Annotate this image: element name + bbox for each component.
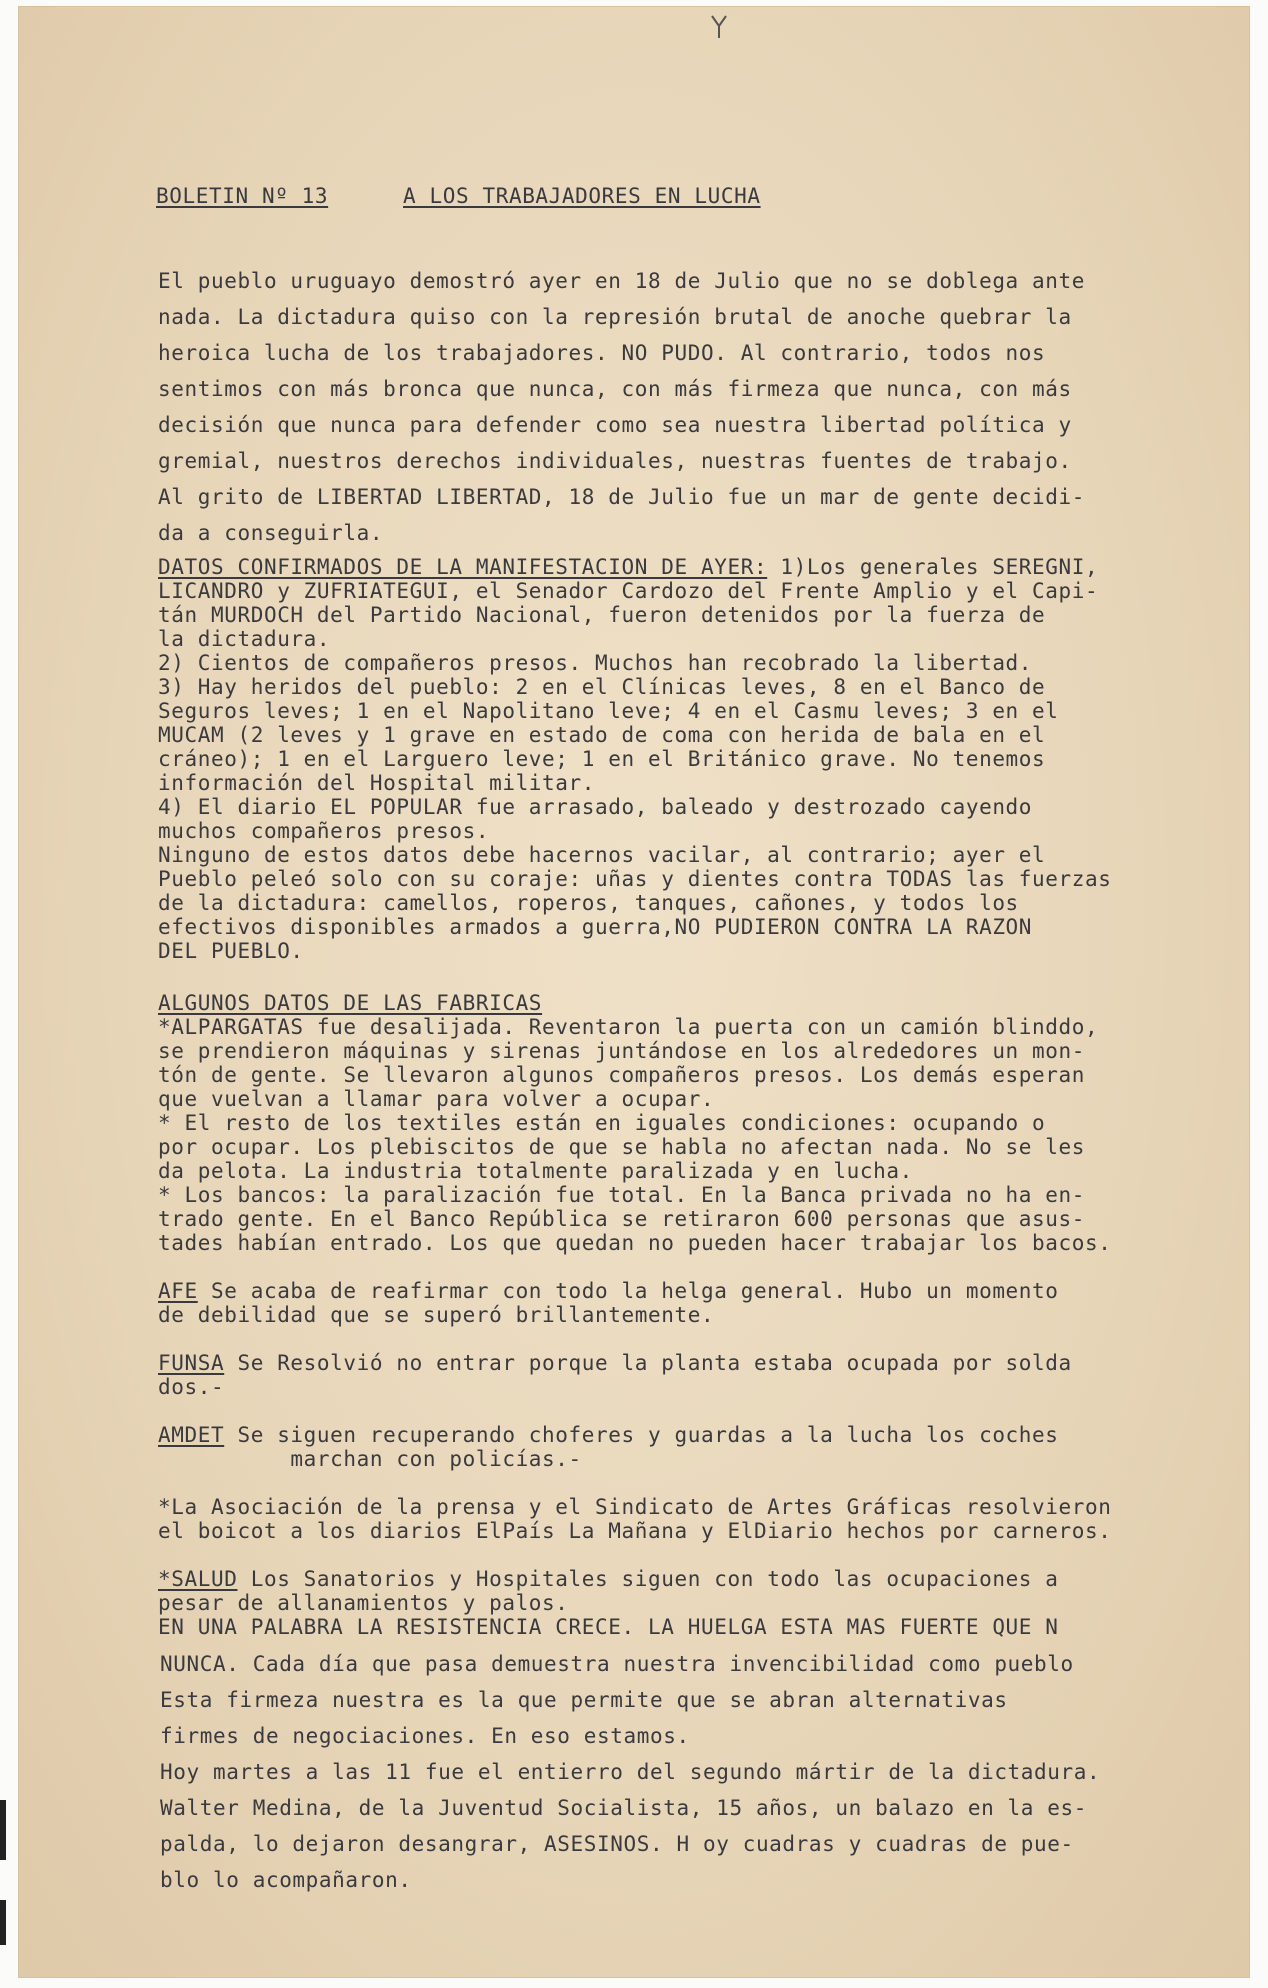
section-line: se prendieron máquinas y sirenas juntándose en los alrededores un mon- (158, 1039, 1086, 1063)
section-line: Ninguno de estos datos debe hacernos vacilar, al contrario; ayer el (158, 843, 1046, 867)
paragraph-line: Esta firmeza nuestra es la que permite que se abran alternativas (160, 1688, 1008, 1712)
section-line: 4) El diario EL POPULAR fue arrasado, baleado y destrozado cayendo (158, 795, 1033, 819)
entry-text: Se siguen recuperando choferes y guardas a la lucha los coches (224, 1423, 1059, 1447)
section-line: Pueblo peleó solo con su coraje: uñas y dientes contra TODAS las fuerzas (158, 867, 1112, 891)
typewritten-bulletin-page (18, 6, 1250, 1978)
section-line: LICANDRO y ZUFRIATEGUI, el Senador Cardozo del Frente Amplio y el Capi- (158, 579, 1099, 603)
paragraph-line: sentimos con más bronca que nunca, con más firmeza que nunca, con más (158, 377, 1072, 401)
paragraph-line: heroica lucha de los trabajadores. NO PUDO. Al contrario, todos nos (158, 341, 1046, 365)
section-line: DEL PUEBLO. (158, 939, 304, 963)
section-line: 3) Hay heridos del pueblo: 2 en el Clínicas leves, 8 en el Banco de (158, 675, 1046, 699)
paragraph-line: palda, lo dejaron desangrar, ASESINOS. H oy cuadras y cuadras de pue- (160, 1832, 1074, 1856)
paragraph-line: nada. La dictadura quiso con la represión brutal de anoche quebrar la (158, 305, 1072, 329)
entry-line: dos.- (158, 1375, 225, 1399)
entry-line (158, 1279, 1059, 1303)
section-first-line (158, 555, 1098, 579)
section-line: Seguros leves; 1 en el Napolitano leve; 4 en el Casmu leves; 3 en el (158, 699, 1059, 723)
section-heading: DATOS CONFIRMADOS DE LA MANIFESTACION DE AYER: (158, 555, 768, 579)
section-heading: ALGUNOS DATOS DE LAS FABRICAS (158, 991, 543, 1015)
entry-line (158, 1351, 1072, 1375)
paragraph-line: firmes de negociaciones. En eso estamos. (160, 1724, 690, 1748)
entry-line: EN UNA PALABRA LA RESISTENCIA CRECE. LA HUELGA ESTA MAS FUERTE QUE N (158, 1615, 1059, 1639)
paragraph-line: Walter Medina, de la Juventud Socialista, 15 años, un balazo en la es- (160, 1796, 1088, 1820)
section-line: da pelota. La industria totalmente paralizada y en lucha. (158, 1159, 913, 1183)
section-line: * Los bancos: la paralización fue total. En la Banca privada no ha en- (158, 1183, 1086, 1207)
staple-mark-icon (708, 14, 730, 40)
entry-line: *La Asociación de la prensa y el Sindicato de Artes Gráficas resolvieron (158, 1495, 1112, 1519)
entry-line: el boicot a los diarios ElPaís La Mañana y ElDiario hechos por carneros. (158, 1519, 1112, 1543)
paragraph-line: El pueblo uruguayo demostró ayer en 18 de Julio que no se doblega ante (158, 269, 1086, 293)
section-line: 2) Cientos de compañeros presos. Muchos han recobrado la libertad. (158, 651, 1033, 675)
section-line: la dictadura. (158, 627, 331, 651)
paragraph-line: da a conseguirla. (158, 521, 384, 545)
section-heading-rest: 1)Los generales SEREGNI, (767, 555, 1099, 579)
bulletin-number: BOLETIN Nº 13 (156, 184, 329, 208)
entry-label: FUNSA (158, 1351, 225, 1375)
entry-label: AMDET (158, 1423, 225, 1447)
section-line: MUCAM (2 leves y 1 grave en estado de coma con herida de bala en el (158, 723, 1046, 747)
section-line: * El resto de los textiles están en iguales condiciones: ocupando o (158, 1111, 1046, 1135)
entry-line (158, 1423, 1059, 1447)
section-line: información del Hospital militar. (158, 771, 596, 795)
section-line: por ocupar. Los plebiscitos de que se habla no afectan nada. No se les (158, 1135, 1086, 1159)
paragraph-line: Hoy martes a las 11 fue el entierro del segundo mártir de la dictadura. (160, 1760, 1101, 1784)
section-line: trado gente. En el Banco República se retiraron 600 personas que asus- (158, 1207, 1086, 1231)
entry-label: *SALUD (158, 1567, 238, 1591)
bulletin-title: A LOS TRABAJADORES EN LUCHA (403, 184, 761, 208)
paragraph-line: Al grito de LIBERTAD LIBERTAD, 18 de Julio fue un mar de gente decidi- (158, 485, 1086, 509)
section-line: tón de gente. Se llevaron algunos compañeros presos. Los demás esperan (158, 1063, 1086, 1087)
paragraph-line: decisión que nunca para defender como sea nuestra libertad política y (158, 413, 1072, 437)
section-line: tán MURDOCH del Partido Nacional, fueron detenidos por la fuerza de (158, 603, 1046, 627)
section-line: *ALPARGATAS fue desalijada. Reventaron la puerta con un camión blinddo, (158, 1015, 1099, 1039)
left-edge-mark (0, 1900, 6, 1945)
paragraph-line: blo lo acompañaron. (160, 1868, 412, 1892)
entry-line: pesar de allanamientos y palos. (158, 1591, 569, 1615)
entry-line: marchan con policías.- (158, 1447, 582, 1471)
entry-line: de debilidad que se superó brillantemente. (158, 1303, 715, 1327)
entry-label: AFE (158, 1279, 198, 1303)
entry-text: Se acaba de reafirmar con todo la helga general. Hubo un momento (197, 1279, 1059, 1303)
entry-text: Los Sanatorios y Hospitales siguen con todo las ocupaciones a (237, 1567, 1059, 1591)
section-line: de la dictadura: camellos, roperos, tanques, cañones, y todos los (158, 891, 1019, 915)
section-line: que vuelvan a llamar para volver a ocupar. (158, 1087, 715, 1111)
paragraph-line: NUNCA. Cada día que pasa demuestra nuestra invencibilidad como pueblo (160, 1652, 1074, 1676)
section-line: tades habían entrado. Los que quedan no pueden hacer trabajar los bacos. (158, 1231, 1112, 1255)
entry-line (158, 1567, 1059, 1591)
section-line: cráneo); 1 en el Larguero leve; 1 en el Británico grave. No tenemos (158, 747, 1046, 771)
paragraph-line: gremial, nuestros derechos individuales, nuestras fuentes de trabajo. (158, 449, 1072, 473)
entry-text: Se Resolvió no entrar porque la planta estaba ocupada por solda (224, 1351, 1072, 1375)
section-line: muchos compañeros presos. (158, 819, 490, 843)
section-line: efectivos disponibles armados a guerra,NO PUDIERON CONTRA LA RAZON (158, 915, 1033, 939)
left-edge-mark (0, 1800, 6, 1860)
